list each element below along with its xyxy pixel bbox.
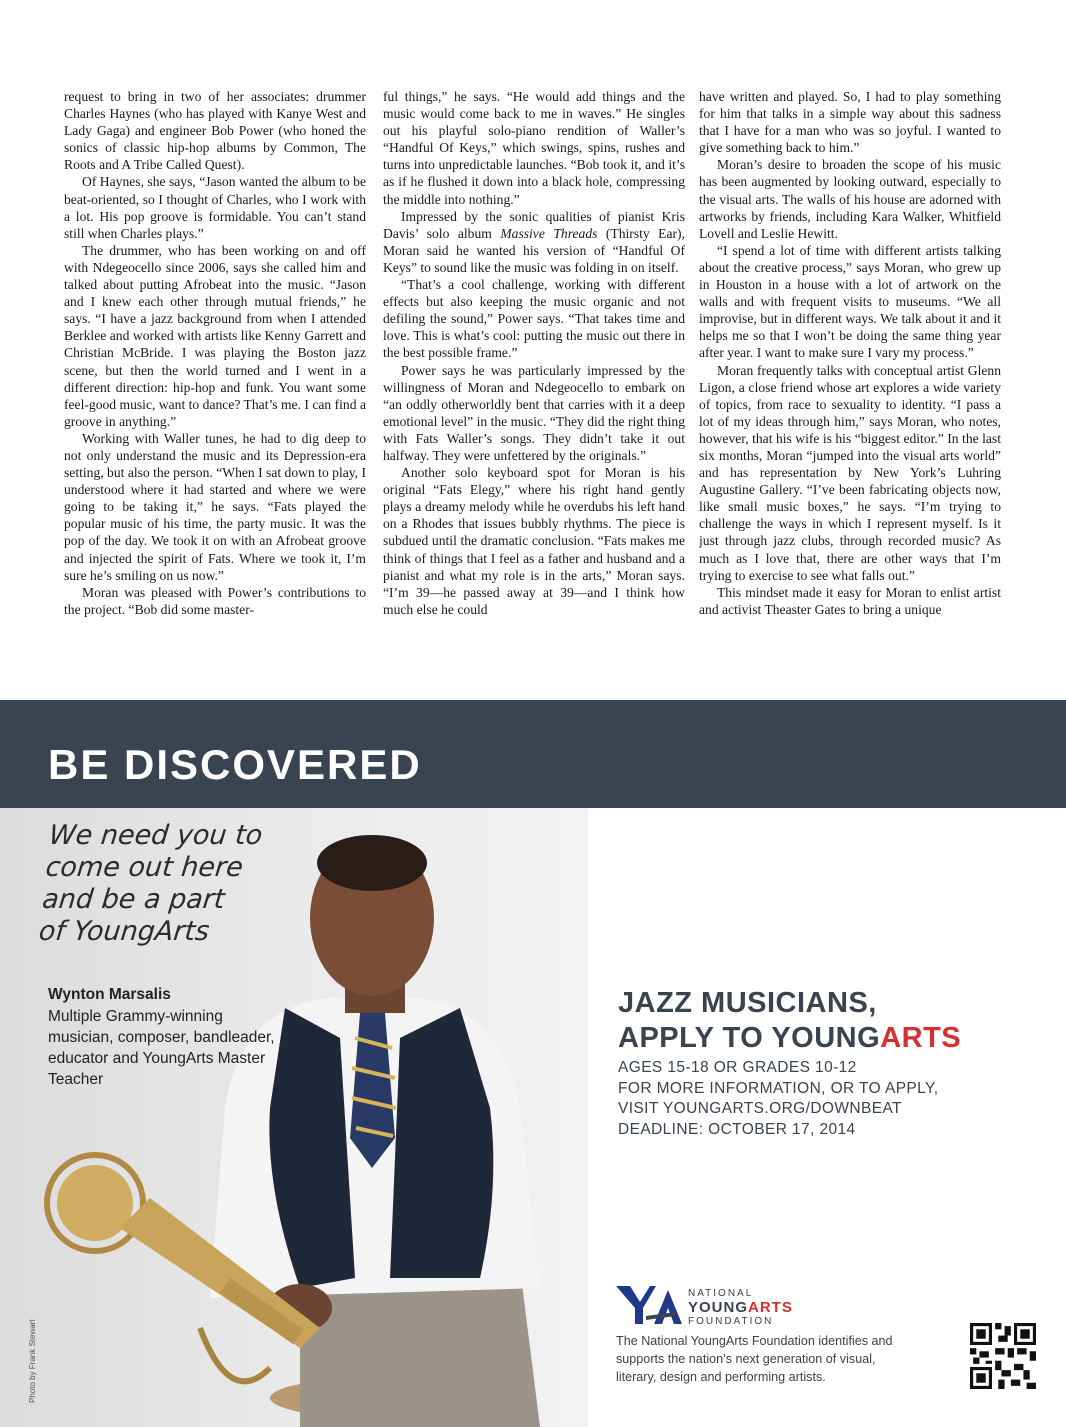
article-body <box>64 88 1001 700</box>
paragraph: “I spend a lot of time with different artists talking about the creative process,” says Moran, who grew up in Houston in a house with a lot of artwork on the walls and with frequent visits to museums. “We all improvise, but in different ways. We talk about it and it helps me so that I won’t be doing the same thing year after year. I want to make sure I vary my process.” <box>699 242 1001 361</box>
text-run: Impressed by the sonic qualities of pianist Kris Davis’ solo album <box>383 208 685 241</box>
youngarts-logo <box>616 1286 916 1326</box>
paragraph: Working with Waller tunes, he had to dig deep to not only understand the music and its Depression-era setting, but also the person. “When I sat down to play, I understood where it had started and where we were going to be taking it,” he says. “Fats played the popular music of his time, the party music. It was the pop of the day. We took it on with an Afrobeat groove and injected the spirit of Fats. Where we took it, I’m sure he’s smiling on us now.” <box>64 430 366 583</box>
ad-banner <box>0 700 1066 808</box>
info-line: AGES 15-18 OR GRADES 10-12 <box>618 1059 857 1076</box>
paragraph: Moran was pleased with Power’s contributions to the project. “Bob did some master- <box>64 584 366 617</box>
paragraph: Another solo keyboard spot for Moran is his original “Fats Elegy,” where his right hand gently plays a dreamy melody while he overdubs his left hand on a Rhodes that issues bubbly rhythms. The piece is subdued until the dramatic conclusion. “Fats makes me think of things that I feel as a father and husband and a pianist and what my role is in the arts,” Moran says. “I’m 39—he passed away at 39—and I think how much else he could <box>383 465 685 617</box>
headline-line <box>618 1021 961 1056</box>
logo-line: NATIONAL <box>688 1288 754 1299</box>
logo-text: YOUNG <box>688 1299 749 1316</box>
paragraph: This mindset made it easy for Moran to enlist artist and activist Theaster Gates to bring a unique <box>699 584 1001 617</box>
paragraph <box>383 208 685 276</box>
paragraph: request to bring in two of her associates: drummer Charles Haynes (who has played with Kanye West and Lady Gaga) and engineer Bob Power (who honed the sonics of classic hip-hop albums by Common, The Roots and A Tribe Called Quest). <box>64 89 366 173</box>
paragraph: ful things,” he says. “He would add things and the music would come back to me in waves.” He singles out his playful solo-piano rendition of Waller’s “Handful Of Keys,” which swings, spins, rushes and turns into unpredictable launches. “Bob took it, and it’s as if he flushed it down into a black hole, compressing the middle into nothing.” <box>383 89 685 207</box>
person-description: Multiple Grammy-winning musician, composer, bandleader, educator and YoungArts Master Teacher <box>48 1008 275 1088</box>
paragraph: “That’s a cool challenge, working with different effects but also keeping the music organic and not defiling the sound,” Power says. “That takes time and love. This is what’s cool: putting the music out there in the best possible frame.” <box>383 277 685 361</box>
ad-headline <box>618 986 961 1056</box>
text-run: (Thirsty Ear), Moran said he wanted his version of “Handful Of Keys” to sound like the music was folding in on itself. <box>383 225 685 275</box>
ad-info <box>618 1058 939 1140</box>
article-column-3 <box>699 88 1001 700</box>
paragraph: Power says he was particularly impressed by the willingness of Moran and Ndegeocello to embark on “an oddly otherworldly bent that carries with it a deep emotional level” in the music. “They did the right thing with Fats Waller’s songs. They didn’t take it out halfway. They were unfettered by the originals.” <box>383 362 685 463</box>
paragraph: Moran frequently talks with conceptual artist Glenn Ligon, a close friend whose art explores a wide variety of topics, from race to sexuality to identity. “I pass a lot of my ideas through him,” says Moran, who notes, however, that his wife is his “biggest editor.” In the last six months, Moran “jumped into the visual arts world” and has representation by New York’s Luhring Augustine Gallery. “I’ve been fabricating objects now, like small music boxes,” he says. “I’m trying to challenge the ways in which I represent myself. Is it just through jazz clubs, through recorded music? As much as I love that, there are other ways that I’m trying to exercise to see what falls out.” <box>699 362 1001 583</box>
info-line: DEADLINE: OCTOBER 17, 2014 <box>618 1120 856 1138</box>
quote-line: of YoungArts <box>37 916 211 947</box>
foundation-tagline: The National YoungArts Foundation identifies and supports the nation’s next generation of visual, literary, design and performing artists. <box>616 1334 893 1384</box>
info-line[interactable]: VISIT YOUNGARTS.ORG/DOWNBEAT <box>618 1100 902 1117</box>
info-line: FOR MORE INFORMATION, OR TO APPLY, <box>618 1079 939 1097</box>
photo-credit: Photo by Frank Stewart <box>28 1319 37 1403</box>
ad-info-panel <box>588 808 1066 1427</box>
ya-logo-icon <box>616 1286 682 1324</box>
album-title: Massive Threads <box>500 225 598 241</box>
logo-line <box>688 1300 793 1316</box>
article-column-1 <box>64 88 366 700</box>
headline-accent: ARTS <box>880 1022 962 1054</box>
paragraph: Moran’s desire to broaden the scope of his music has been augmented by looking outward, especially to the visual arts. The walls of his house are adorned with artworks by friends, including Kara Walker, Whitfield Lovell and Leslie Hewitt. <box>699 157 1001 241</box>
paragraph: The drummer, who has been working on and off with Ndegeocello since 2006, says she called him and talked about putting Afrobeat into the music. “Jason and I knew each other through mutual friends,” he says. “I have a jazz background from when I attended Berklee and worked with artists like Kenny Garrett and Christian McBride. I was playing the Boston jazz scene, but then the world turned and I went in a different direction: hip-hop and funk. You want some feel-good music, want to dance? That’s me. I can find a groove in anything.” <box>64 242 366 429</box>
quote-line: and be a part <box>40 884 227 915</box>
person-name: Wynton Marsalis <box>48 986 171 1003</box>
article-column-2 <box>383 88 685 700</box>
logo-line: FOUNDATION <box>688 1316 774 1327</box>
qr-code-icon[interactable] <box>970 1323 1036 1389</box>
paragraph: Of Haynes, she says, “Jason wanted the album to be beat-oriented, so I thought of Charles, who I work with a lot. His pop groove is formidable. You can’t stand still when Charles plays.” <box>64 174 366 241</box>
quote-line: come out here <box>44 852 245 883</box>
logo-wordmark <box>688 1288 793 1328</box>
banner-title: BE DISCOVERED <box>48 741 422 788</box>
headline-line: JAZZ MUSICIANS, <box>618 987 877 1019</box>
ad-photo-panel <box>0 808 588 1427</box>
quote-line: We need you to <box>47 820 264 851</box>
logo-accent: ARTS <box>748 1299 793 1316</box>
paragraph: have written and played. So, I had to play something for him that talks in a simple way about this sadness that I have for a man who was so joyful. I wanted to give something back to him.” <box>699 89 1001 156</box>
headline-text: APPLY TO YOUNG <box>618 1022 881 1054</box>
handwritten-quote <box>37 820 310 948</box>
